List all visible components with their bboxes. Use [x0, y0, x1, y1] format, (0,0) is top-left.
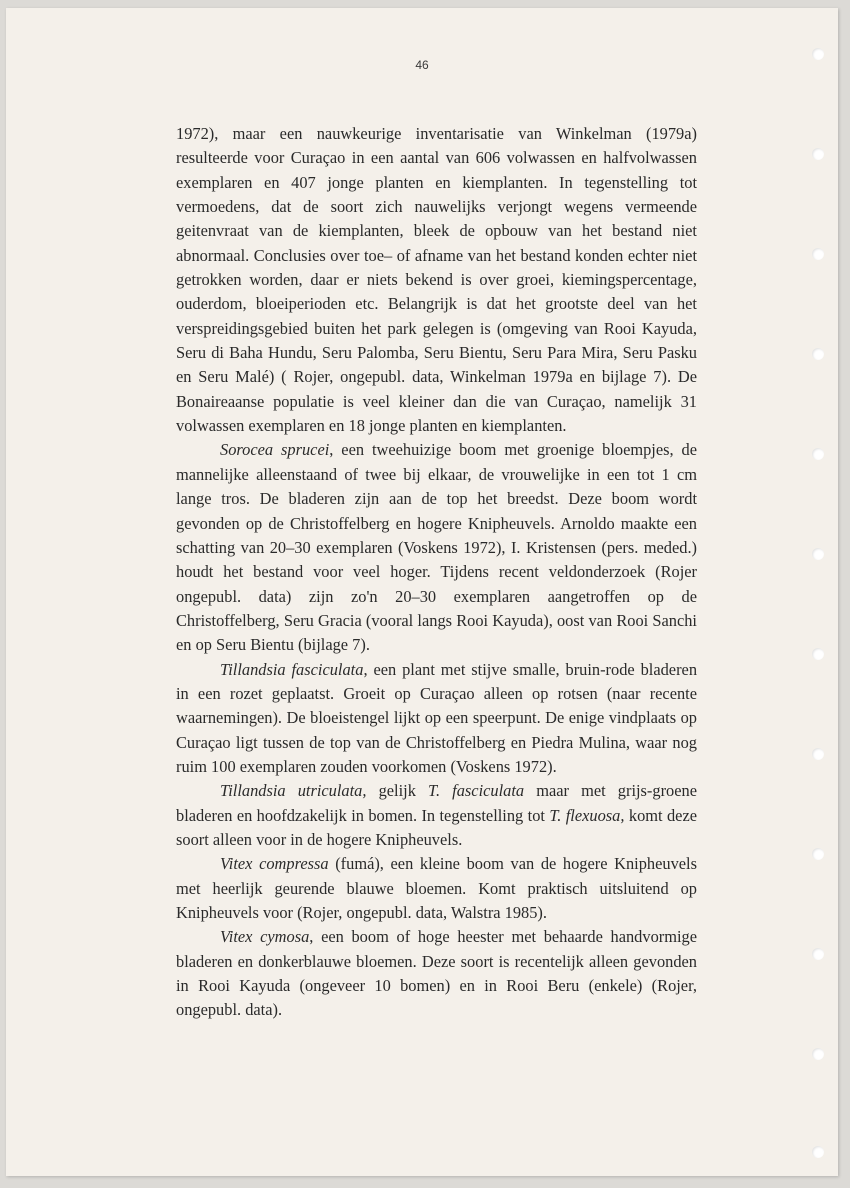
species-name: Vitex compressa	[220, 854, 329, 874]
binder-hole	[812, 1146, 824, 1158]
text-run: komt deze soort alleen voor in de hogere Knipheuvels.	[176, 805, 697, 849]
body-text	[176, 122, 697, 1023]
binder-hole	[812, 248, 824, 260]
binder-hole	[812, 748, 824, 760]
paragraph	[176, 779, 697, 852]
binder-hole	[812, 1048, 824, 1060]
paragraph	[176, 122, 697, 438]
text-run: , een tweehuizige boom met groenige bloempjes, de mannelijke alleenstaand of twee bij elkaar, de vrouwelijke in een tot 1 cm lange tros. De bladeren zijn aan de top het breedst. Deze boom wordt gevonden op de Christoffelberg en hogere Knipheuvels. Arnoldo maakte een schatting van 20–30 exemplaren (Voskens 1972), I. Kristensen (pers. meded.) houdt het bestand voor veel hoger. Tijdens recent veldonderzoek (Rojer ongepubl. data) zijn zo'n 20–30 exemplaren aangetroffen op de Christoffelberg, Seru Gracia (vooral langs Rooi Kayuda), oost van Rooi Sanchi en op Seru Bientu (bijlage 7).	[176, 440, 697, 655]
document-page	[6, 8, 838, 1176]
paragraph	[176, 438, 697, 657]
species-name: Tillandsia fasciculata	[220, 659, 364, 679]
text-run: (fumá), een kleine boom van de hogere Knipheuvels met heerlijk geurende blauwe bloemen. Komt praktisch uitsluitend op Knipheuvels voor (Rojer, ongepubl. data, Walstra 1985).	[176, 854, 697, 922]
species-name: Vitex cymosa	[220, 927, 310, 947]
text-run: gelijk	[366, 781, 429, 801]
text-run: 1972), maar een nauwkeurige inventarisatie van Winkelman (1979a) resulteerde voor Curaçao in een aantal van 606 volwassen en halfvolwassen exemplaren en 407 jonge planten en kiemplanten. In tegenstelling tot vermoedens, dat de soort zich nauwelijks verjongt wegens vermeende geitenvraat van de kiemplanten, bleek de opbouw van het bestand niet abnormaal. Conclusies over toe– of afname van het bestand konden echter niet getrokken worden, daar er niets bekend is over groei, kiemingspercentage, ouderdom, bloeiperioden etc. Belangrijk is dat het grootste deel van het verspreidingsgebied buiten het park gelegen is (omgeving van Rooi Kayuda, Seru di Baha Hundu, Seru Palomba, Seru Bientu, Seru Para Mira, Seru Pasku en Seru Malé) ( Rojer, ongepubl. data, Winkelman 1979a en bijlage 7). De Bonaireaanse populatie is veel kleiner dan die van Curaçao, namelijk 31 volwassen exemplaren en 18 jonge planten en kiemplanten.	[176, 124, 697, 436]
binder-hole	[812, 148, 824, 160]
page-number: 46	[415, 58, 429, 72]
species-name: T. fasciculata	[428, 781, 525, 801]
text-run: , een boom of hoge heester met behaarde handvormige bladeren en donkerblauwe bloemen. Deze soort is recentelijk alleen gevonden in Rooi Kayuda (ongeveer 10 bomen) en in Rooi Beru (enkele) (Rojer, ongepubl. data).	[176, 927, 697, 1020]
text-run: maar met grijs-groene bladeren en hoofdzakelijk in bomen. In tegenstelling tot	[176, 781, 697, 825]
binder-hole	[812, 848, 824, 860]
paragraph	[176, 852, 697, 925]
paragraph	[176, 925, 697, 1022]
species-name: Tillandsia utriculata,	[220, 781, 367, 801]
species-name: T. flexuosa,	[549, 805, 625, 825]
binder-hole	[812, 348, 824, 360]
binder-hole	[812, 448, 824, 460]
species-name: Sorocea sprucei	[220, 440, 330, 460]
binder-hole	[812, 948, 824, 960]
binder-hole	[812, 548, 824, 560]
binder-holes	[810, 48, 824, 1158]
binder-hole	[812, 648, 824, 660]
paragraph	[176, 658, 697, 780]
text-run: , een plant met stijve smalle, bruin-rode bladeren in een rozet geplaatst. Groeit op Curaçao alleen op rotsen (naar recente waarnemingen). De bloeistengel lijkt op een speerpunt. De enige vindplaats op Curaçao ligt tussen de top van de Christoffelberg en Piedra Mulina, waar nog ruim 100 exemplaren zouden voorkomen (Voskens 1972).	[176, 659, 698, 776]
